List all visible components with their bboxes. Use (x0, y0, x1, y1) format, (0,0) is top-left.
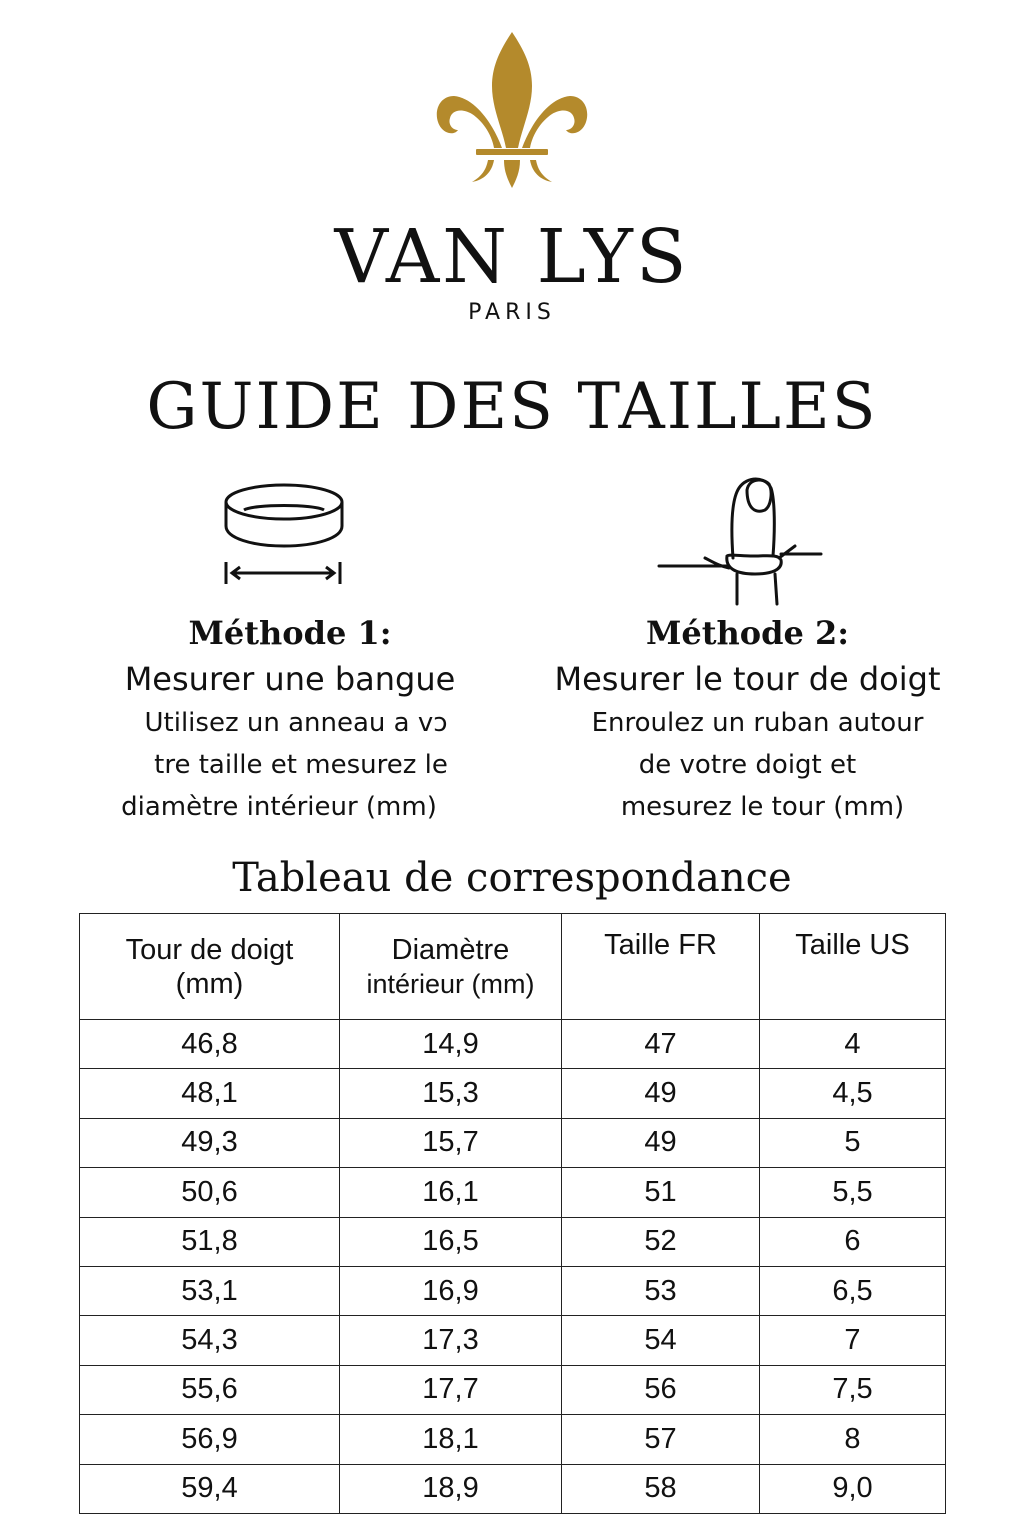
cell-finger-circumference: 50,6 (80, 1168, 340, 1217)
method-2 (520, 610, 975, 828)
cell-size-us: 4,5 (760, 1069, 946, 1118)
header-line: Tour de doigt (125, 933, 294, 966)
cell-inner-diameter: 15,3 (340, 1069, 562, 1118)
cell-finger-circumference: 48,1 (80, 1069, 340, 1118)
method-1 (85, 610, 495, 828)
header-size-us (760, 914, 946, 1020)
method-2-desc-line: mesurez le tour (mm) (620, 792, 905, 822)
cell-size-fr: 58 (562, 1464, 760, 1513)
brand-name: VAN LYS (334, 214, 690, 300)
table-row (80, 1266, 946, 1315)
fleur-de-lis-icon (432, 30, 592, 190)
ring-measure-icon (214, 480, 354, 590)
cell-size-fr: 53 (562, 1266, 760, 1315)
method-1-desc-line: Utilisez un anneau a vɔ (144, 708, 448, 738)
method-1-description (85, 702, 495, 828)
size-table (79, 913, 946, 1514)
table-row (80, 1217, 946, 1266)
method-1-desc-line: diamètre intérieur (mm) (121, 792, 437, 822)
table-row (80, 1168, 946, 1217)
table-title: Tableau de correspondance (232, 855, 792, 901)
table-row (80, 1464, 946, 1513)
header-line: (mm) (175, 967, 244, 1000)
header-finger-circumference (80, 914, 340, 1020)
brand-city: PARIS (468, 300, 556, 325)
cell-size-fr: 49 (562, 1069, 760, 1118)
cell-size-fr: 54 (562, 1316, 760, 1365)
table-row (80, 1020, 946, 1069)
method-1-heading: Méthode 1: (188, 614, 392, 652)
cell-inner-diameter: 16,9 (340, 1266, 562, 1315)
method-2-heading: Méthode 2: (645, 614, 850, 652)
cell-size-us: 9,0 (760, 1464, 946, 1513)
cell-size-fr: 49 (562, 1118, 760, 1167)
method-1-subtitle: Mesurer une bangue (124, 660, 456, 698)
header-line: Taille FR (604, 929, 717, 961)
table-row (80, 1069, 946, 1118)
cell-finger-circumference: 56,9 (80, 1415, 340, 1464)
table-row (80, 1415, 946, 1464)
cell-size-fr: 56 (562, 1365, 760, 1414)
cell-size-us: 5 (760, 1118, 946, 1167)
cell-size-fr: 57 (562, 1415, 760, 1464)
page-title: GUIDE DES TAILLES (146, 370, 878, 444)
table-row (80, 1316, 946, 1365)
header-line: intérieur (mm) (366, 968, 535, 999)
cell-inner-diameter: 17,3 (340, 1316, 562, 1365)
cell-size-us: 6,5 (760, 1266, 946, 1315)
method-2-desc-line: de votre doigt et (638, 750, 857, 780)
table-row (80, 1365, 946, 1414)
table-header-row (80, 914, 946, 1020)
cell-finger-circumference: 51,8 (80, 1217, 340, 1266)
header-line: Diamètre (391, 933, 510, 966)
table-row (80, 1118, 946, 1167)
cell-inner-diameter: 15,7 (340, 1118, 562, 1167)
cell-finger-circumference: 46,8 (80, 1020, 340, 1069)
cell-finger-circumference: 59,4 (80, 1464, 340, 1513)
method-2-subtitle: Mesurer le tour de doigt (554, 660, 941, 698)
cell-size-fr: 51 (562, 1168, 760, 1217)
cell-inner-diameter: 17,7 (340, 1365, 562, 1414)
cell-finger-circumference: 49,3 (80, 1118, 340, 1167)
cell-finger-circumference: 55,6 (80, 1365, 340, 1414)
finger-tape-icon (655, 470, 830, 610)
cell-inner-diameter: 16,5 (340, 1217, 562, 1266)
cell-inner-diameter: 18,9 (340, 1464, 562, 1513)
cell-size-fr: 52 (562, 1217, 760, 1266)
cell-size-us: 6 (760, 1217, 946, 1266)
cell-inner-diameter: 14,9 (340, 1020, 562, 1069)
cell-finger-circumference: 53,1 (80, 1266, 340, 1315)
cell-size-fr: 47 (562, 1020, 760, 1069)
method-2-desc-line: Enroulez un ruban autour (591, 708, 924, 738)
header-line: Taille US (795, 929, 910, 961)
cell-finger-circumference: 54,3 (80, 1316, 340, 1365)
cell-size-us: 7,5 (760, 1365, 946, 1414)
header-size-fr (562, 914, 760, 1020)
cell-size-us: 7 (760, 1316, 946, 1365)
cell-size-us: 4 (760, 1020, 946, 1069)
cell-inner-diameter: 18,1 (340, 1415, 562, 1464)
cell-size-us: 5,5 (760, 1168, 946, 1217)
method-2-description (520, 702, 975, 828)
cell-size-us: 8 (760, 1415, 946, 1464)
cell-inner-diameter: 16,1 (340, 1168, 562, 1217)
header-inner-diameter (340, 914, 562, 1020)
method-1-desc-line: tre taille et mesurez le (154, 750, 448, 780)
